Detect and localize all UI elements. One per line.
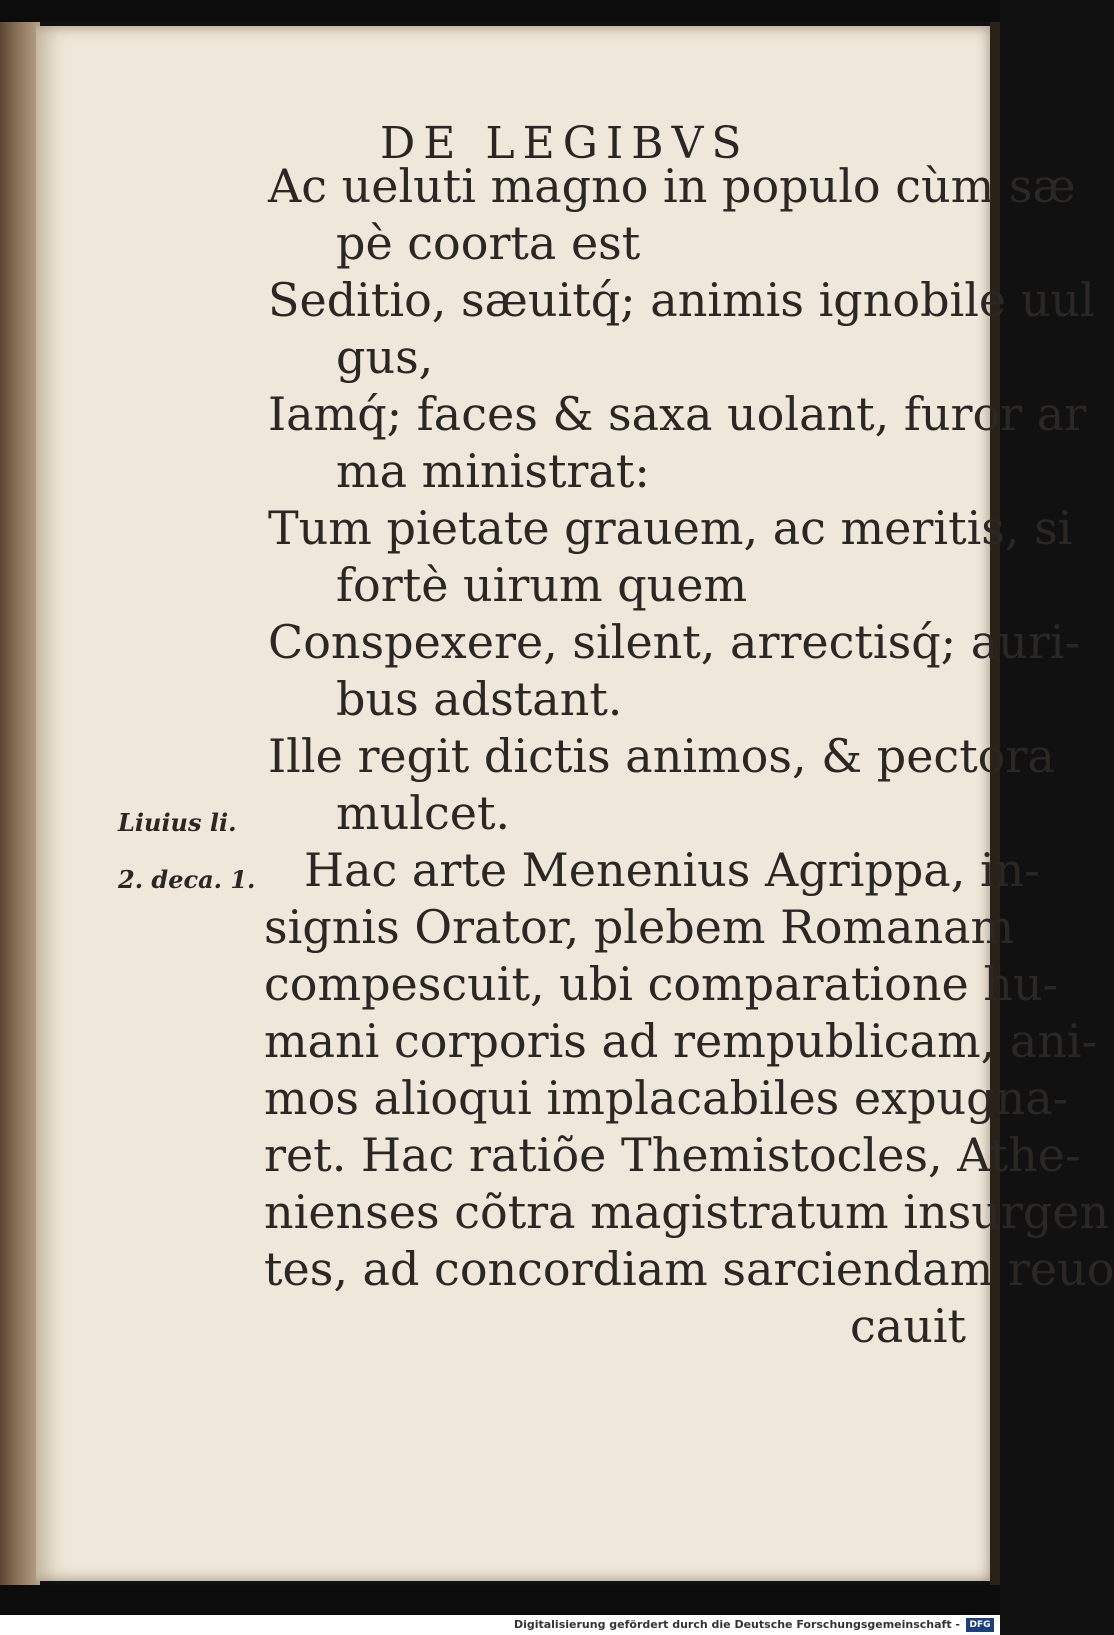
text-line: tes, ad concordiam sarciendam reuo [264,1242,1114,1296]
text-line: Ille regit dictis animos, & pectora [268,729,1055,783]
text-line: mulcet. [336,786,511,840]
text-line: Seditio, sæuitq́; animis ignobile uul [268,273,1095,327]
text-line: ma ministrat: [336,444,650,498]
text-line: mani corporis ad rempublicam, ani- [264,1014,1098,1068]
text-line: mos alioqui implacabiles expugna- [264,1071,1069,1125]
book-binding [0,22,40,1585]
text-line: bus adstant. [336,672,623,726]
text-line: Ac ueluti magno in populo cùm sæ [268,159,1076,213]
page-edge [990,22,1000,1585]
margin-note: 2. deca. 1. [118,865,256,894]
text-line: Hac arte Menenius Agrippa, in- [304,843,1040,897]
text-line: pè coorta est [336,216,641,270]
running-head: DE LEGIBVS [380,118,750,169]
text-line: signis Orator, plebem Romanam [264,900,1015,954]
dfg-logo[interactable]: DFG [966,1618,994,1632]
text-line: ret. Hac ratiõe Themistocles, Athe- [264,1128,1081,1182]
top-border [0,0,1000,22]
text-line: Tum pietate grauem, ac meritis, si [268,501,1073,555]
catchword: cauit [850,1299,967,1353]
bottom-border [0,1585,1000,1615]
margin-note: Liuius li. [118,808,237,837]
text-line: compescuit, ubi comparatione hu- [264,957,1059,1011]
footer [0,1615,1000,1635]
text-line: fortè uirum quem [336,558,748,612]
text-line: Conspexere, silent, arrectisq́; auri- [268,615,1081,669]
text-line: gus, [336,330,434,384]
text-line: Iamq́; faces & saxa uolant, furor ar [268,387,1087,441]
text-line: nienses cõtra magistratum insurgen [264,1185,1110,1239]
footer-credit: Digitalisierung gefördert durch die Deutsche Forschungsgemeinschaft - [513,1618,960,1631]
